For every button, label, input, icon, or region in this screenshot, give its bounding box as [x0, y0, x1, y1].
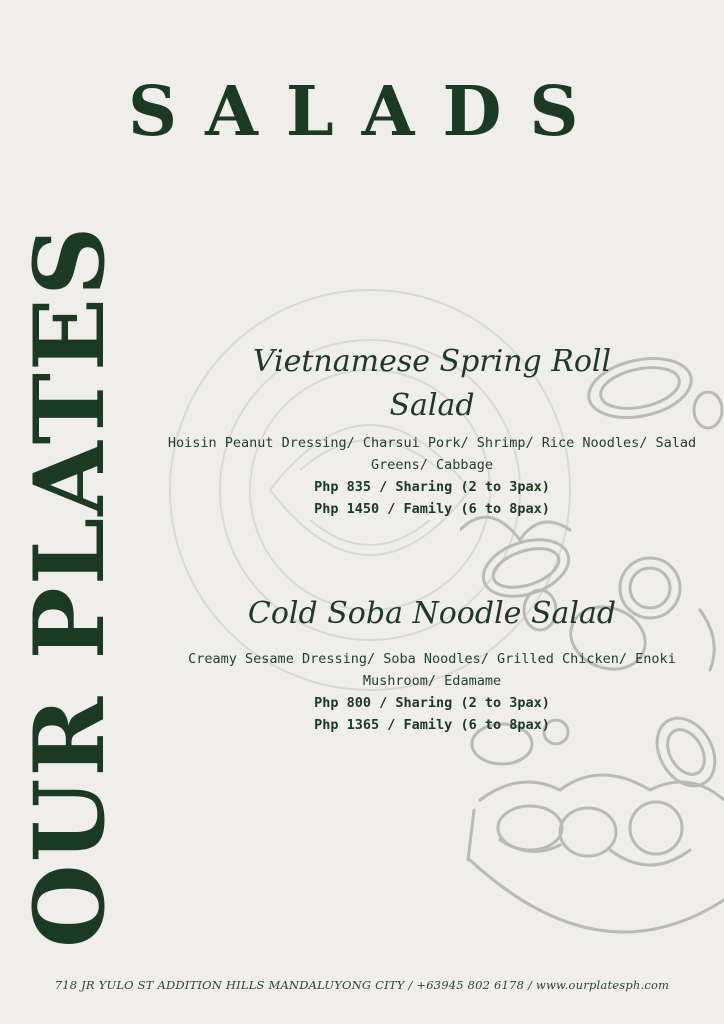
price-sharing: Php 835 / Sharing (2 to 3pax): [314, 479, 550, 495]
vertical-brand-text: OUR PLATES: [13, 224, 126, 948]
menu-item: [148, 592, 716, 736]
footer-contact: 718 JR YULO ST ADDITION HILLS MANDALUYONG CITY / +63945 802 6178 / www.ourplatesph.com: [54, 978, 670, 992]
menu-item: [148, 340, 716, 520]
item-description: Creamy Sesame Dressing/ Soba Noodles/ Grilled Chicken/ Enoki Mushroom/ Edamame: [188, 651, 676, 689]
item-description: Hoisin Peanut Dressing/ Charsui Pork/ Shrimp/ Rice Noodles/ Salad Greens/ Cabbage: [167, 435, 697, 473]
price-family: Php 1365 / Family (6 to 8pax): [314, 717, 550, 733]
item-name: Cold Soba Noodle Salad: [247, 596, 617, 631]
price-family: Php 1450 / Family (6 to 8pax): [314, 501, 550, 517]
item-name: Vietnamese Spring Roll Salad: [252, 344, 612, 423]
price-sharing: Php 800 / Sharing (2 to 3pax): [314, 695, 550, 711]
page-title: SALADS: [128, 72, 607, 152]
